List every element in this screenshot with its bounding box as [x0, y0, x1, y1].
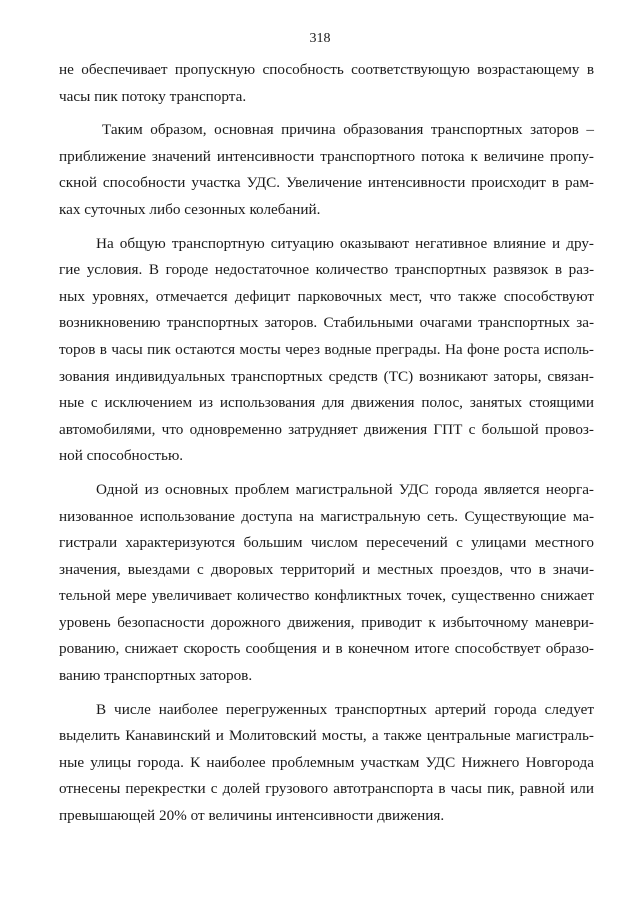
text-line: ные с исключением из использования для движения полос, занятых стоящими: [59, 394, 594, 412]
document-body: [59, 57, 594, 830]
text-line: гие условия. В городе недостаточное количество транспортных развязок в раз-: [59, 261, 594, 279]
paragraph: [59, 231, 594, 470]
text-line: На общую транспортную ситуацию оказывают негативное влияние и дру-: [96, 234, 594, 252]
text-line: тельной мере увеличивает количество конфликтных точек, существенно снижает: [59, 587, 594, 605]
text-line: превышающей 20% от величины интенсивности движения.: [59, 807, 445, 825]
text-line: выделить Канавинский и Молитовский мосты, а также центральные магистраль-: [59, 727, 594, 745]
page-number: 318: [309, 31, 331, 46]
paragraph: [59, 57, 594, 110]
text-line: Таким образом, основная причина образования транспортных заторов –: [102, 121, 594, 139]
text-line: скной способности участка УДС. Увеличение интенсивности происходит в рам-: [59, 174, 594, 192]
text-line: приближение значений интенсивности транспортного потока к величине пропу-: [59, 147, 594, 165]
paragraph: [59, 477, 594, 690]
text-line: автомобилями, что одновременно затрудняет движения ГПТ с большой провоз-: [59, 420, 594, 438]
text-line: возникновению транспортных заторов. Стабильными очагами транспортных за-: [59, 314, 594, 332]
text-line: уровень безопасности дорожного движения, приводит к избыточному маневри-: [59, 613, 594, 631]
text-line: часы пик потоку транспорта.: [59, 87, 247, 105]
text-line: ках суточных либо сезонных колебаний.: [59, 200, 321, 218]
text-line: ных уровнях, отмечается дефицит парковочных мест, что также способствуют: [59, 287, 594, 305]
paragraph: [59, 697, 594, 830]
text-line: торов в часы пик остаются мосты через водные преграды. На фоне роста исполь-: [59, 340, 594, 358]
text-line: ные улицы города. К наиболее проблемным участкам УДС Нижнего Новгорода: [59, 753, 594, 771]
text-line: не обеспечивает пропускную способность соответствующую возрастающему в: [59, 61, 594, 78]
text-line: значения, выездами с дворовых территорий и местных проездов, что в значи-: [59, 560, 594, 578]
text-line: В числе наиболее перегруженных транспортных артерий города следует: [96, 700, 594, 718]
text-line: зования индивидуальных транспортных средств (ТС) возникают заторы, связан-: [59, 367, 594, 385]
text-line: гистрали характеризуются большим числом пересечений с улицами местного: [59, 534, 594, 552]
text-line: ной способностью.: [59, 447, 184, 465]
text-line: ванию транспортных заторов.: [59, 667, 253, 685]
paragraph: [59, 117, 594, 223]
text-line: Одной из основных проблем магистральной УДС города является неорга-: [96, 480, 594, 498]
text-line: отнесены перекрестки с долей грузового автотранспорта в часы пик, равной или: [59, 780, 594, 798]
text-line: рованию, снижает скорость сообщения и в конечном итоге способствует образо-: [59, 640, 594, 658]
text-line: низованное использование доступа на магистральную сеть. Существующие ма-: [59, 507, 594, 525]
